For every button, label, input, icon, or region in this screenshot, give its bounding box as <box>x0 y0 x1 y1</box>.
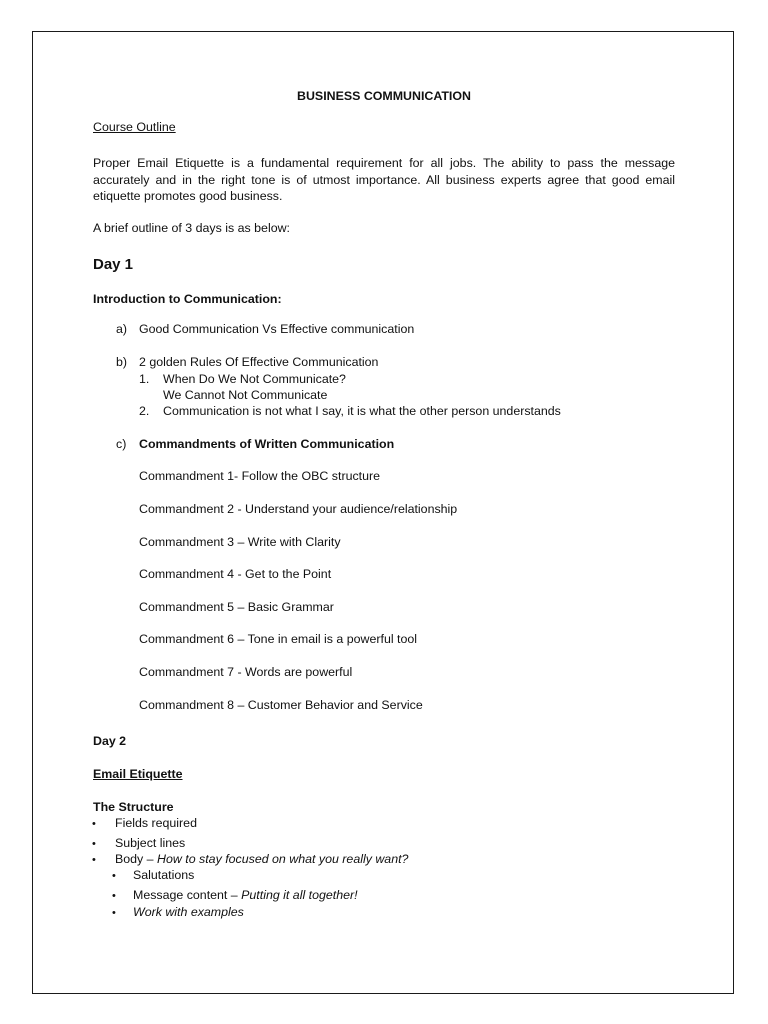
commandment-6: Commandment 6 – Tone in email is a powerful tool <box>139 632 418 646</box>
document-title: BUSINESS COMMUNICATION <box>297 89 471 103</box>
outline-intro: A brief outline of 3 days is as below: <box>93 221 290 235</box>
bullet-fields-required: • <box>92 818 96 830</box>
item-b-marker: b) <box>116 355 128 369</box>
commandment-4: Commandment 4 - Get to the Point <box>139 567 332 581</box>
bullet-work-with-examples: • <box>112 907 116 919</box>
fields-required: Fields required <box>115 816 197 830</box>
day1-section-title: Introduction to Communication: <box>93 292 282 306</box>
item-a-marker: a) <box>116 322 128 336</box>
email-etiquette-heading: Email Etiquette <box>93 767 183 781</box>
day2-heading: Day 2 <box>93 734 127 748</box>
body-label: Body – <box>115 852 154 866</box>
item-b-sub2-text: Communication is not what I say, it is what the other person understands <box>163 404 561 418</box>
item-c-text: Commandments of Written Communication <box>139 437 395 451</box>
body-detail: How to stay focused on what you really want? <box>157 852 409 866</box>
commandment-3: Commandment 3 – Write with Clarity <box>139 535 341 549</box>
item-b-sub1-line2: We Cannot Not Communicate <box>163 388 328 402</box>
body-line <box>115 852 408 867</box>
course-outline-heading: Course Outline <box>93 120 176 134</box>
item-b-sub1-marker: 1. <box>139 372 150 386</box>
bullet-message-content: • <box>112 890 116 902</box>
day1-heading: Day 1 <box>93 256 134 273</box>
salutations: Salutations <box>133 868 195 882</box>
bullet-body: • <box>92 854 96 866</box>
structure-heading: The Structure <box>93 800 174 814</box>
item-b-text: 2 golden Rules Of Effective Communication <box>139 355 379 369</box>
bullet-salutations: • <box>112 870 116 882</box>
message-content-line <box>133 888 358 903</box>
work-with-examples: Work with examples <box>133 905 244 919</box>
item-a-text: Good Communication Vs Effective communication <box>139 322 415 336</box>
intro-paragraph: Proper Email Etiquette is a fundamental requirement for all jobs. The ability to pass the message accurately and in the right tone is of utmost importance. All business experts agree that good email etiquette promotes good business. <box>93 156 675 203</box>
subject-lines: Subject lines <box>115 836 186 850</box>
message-content-detail: Putting it all together! <box>241 888 358 902</box>
item-b-sub1-line1: When Do We Not Communicate? <box>163 372 346 386</box>
commandment-2: Commandment 2 - Understand your audience/relationship <box>139 502 458 516</box>
commandment-8: Commandment 8 – Customer Behavior and Service <box>139 698 423 712</box>
bullet-subject-lines: • <box>92 838 96 850</box>
commandment-1: Commandment 1- Follow the OBC structure <box>139 469 381 483</box>
commandment-5: Commandment 5 – Basic Grammar <box>139 600 334 614</box>
item-c-marker: c) <box>116 437 127 451</box>
message-content-label: Message content – <box>133 888 238 902</box>
commandment-7: Commandment 7 - Words are powerful <box>139 665 353 679</box>
item-b-sub2-marker: 2. <box>139 404 150 418</box>
